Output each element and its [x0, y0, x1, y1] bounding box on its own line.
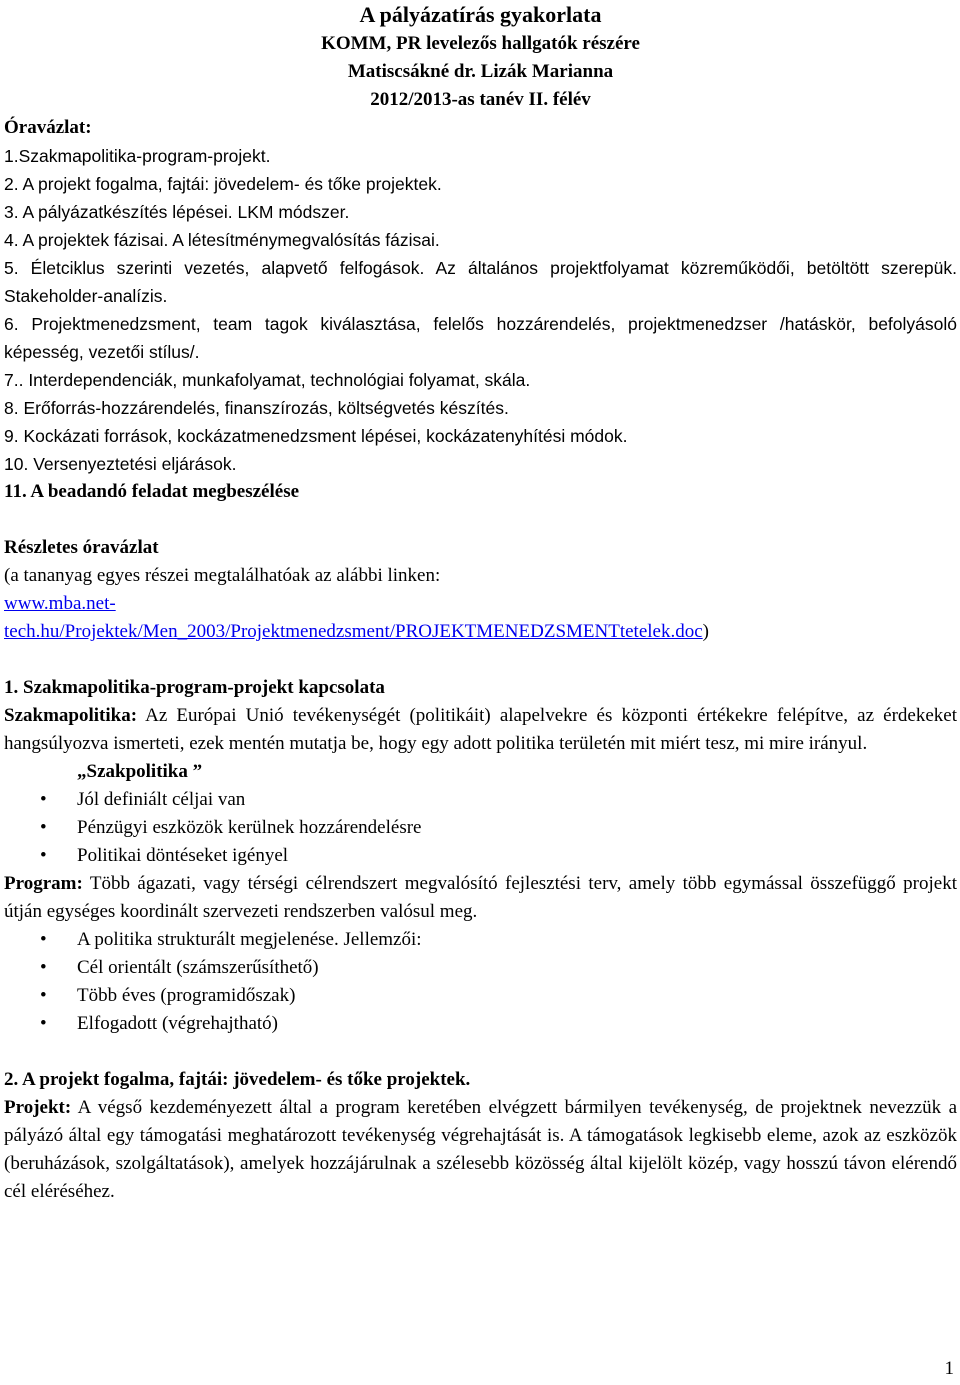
link-line-1 [4, 590, 957, 618]
szakpolitika-title: „Szakpolitika ” [77, 761, 203, 782]
program-list [4, 926, 957, 1038]
link-line-2 [4, 618, 957, 646]
list-item: • Politikai döntéseket igényel [4, 842, 957, 870]
detailed-heading: Részletes óravázlat [4, 537, 159, 558]
outline-item: 9. Kockázati források, kockázatmenedzsment lépései, kockázatenyhítési módok. [4, 426, 628, 446]
outline-item: 6. Projektmenedzsment, team tagok kiválasztása, felelős hozzárendelés, projektmenedzser /hatáskör, befolyásoló képesség, vezetői stílus/. [4, 314, 957, 362]
term-label: Program: [4, 873, 83, 894]
outline-item: 1.Szakmapolitika-program-projekt. [4, 146, 271, 166]
term-label: Projekt: [4, 1097, 72, 1118]
detailed-outline [4, 534, 957, 646]
list-item: • Több éves (programidőszak) [4, 982, 957, 1010]
section-2 [4, 1066, 957, 1206]
outline-item: 10. Versenyeztetési eljárások. [4, 454, 237, 474]
detailed-intro: (a tananyag egyes részei megtalálhatóak az alábbi linken: [4, 565, 441, 586]
outline-item: 7.. Interdependenciák, munkafolyamat, technológiai folyamat, skála. [4, 370, 531, 390]
document-page [4, 0, 957, 1206]
section-heading: 1. Szakmapolitika-program-projekt kapcsolata [4, 677, 385, 698]
szakpolitika-list [4, 786, 957, 870]
course-line: KOMM, PR levelezős hallgatók részére [321, 33, 640, 54]
outline-item: 3. A pályázatkészítés lépései. LKM módszer. [4, 202, 350, 222]
list-item: • Pénzügyi eszközök kerülnek hozzárendelésre [4, 814, 957, 842]
outline-item: 2. A projekt fogalma, fajtái: jövedelem- és tőke projektek. [4, 174, 442, 194]
term-definition: Több ágazati, vagy térségi célrendszert megvalósító fejlesztési terv, amely több egymással összefüggő projekt útján egységes koordinált szervezeti rendszerben valósul meg. [4, 873, 957, 922]
term-definition: A végső kezdeményezett által a program keretében elvégzett bármilyen tevékenység, de projektnek nevezzük a pályázó által egy támogatási meghatározott tevékenység végrehajtását is. A támogatások legkisebb eleme, azok az eszközök (beruházások, szolgáltatások), amelyek hozzájárulnak a szélesebb közösség által kijelölt közép, vagy hosszú távon elérendő cél eléréséhez. [4, 1097, 957, 1202]
list-item: • Elfogadott (végrehajtható) [4, 1010, 957, 1038]
szakmapolitika-paragraph [4, 702, 957, 758]
outline-heading: Óravázlat: [4, 117, 92, 138]
semester-line: 2012/2013-as tanév II. félév [370, 89, 591, 110]
list-item: • Cél orientált (számszerűsíthető) [4, 954, 957, 982]
section-1 [4, 674, 957, 1038]
list-item: • Jól definiált céljai van [4, 786, 957, 814]
outline-item: 4. A projektek fázisai. A létesítménymegvalósítás fázisai. [4, 230, 440, 250]
projekt-paragraph [4, 1094, 957, 1206]
outline-section [4, 114, 957, 506]
link-close-paren: ) [702, 621, 709, 642]
list-item: • A politika strukturált megjelenése. Jellemzői: [4, 926, 957, 954]
outline-item: 5. Életciklus szerinti vezetés, alapvető felfogások. Az általános projektfolyamat közreműködői, betöltött szerepük. Stakeholder-analízis. [4, 258, 957, 306]
term-definition: Az Európai Unió tevékenységét (politikáit) alapelvekre és központi értékekre felépítve, az érdekeket hangsúlyozva ismerteti, ezek mentén mutatja be, hogy egy adott politika területén mit miért tesz, mi mire irányul. [4, 705, 957, 754]
term-label: Szakmapolitika: [4, 705, 138, 726]
author-line: Matiscsákné dr. Lizák Marianna [347, 61, 614, 82]
course-link[interactable]: www.mba.net- [4, 593, 116, 614]
document-header [4, 0, 957, 114]
section-heading: 2. A projekt fogalma, fajtái: jövedelem- és tőke projektek. [4, 1069, 471, 1090]
document-title: A pályázatírás gyakorlata [359, 2, 602, 27]
page-number: 1 [944, 1358, 954, 1379]
program-paragraph [4, 870, 957, 926]
course-link-continued[interactable]: tech.hu/Projektek/Men_2003/Projektmenedzsment/PROJEKTMENEDZSMENTtetelek.doc [4, 621, 703, 642]
outline-item: 11. A beadandó feladat megbeszélése [4, 481, 300, 502]
outline-item: 8. Erőforrás-hozzárendelés, finanszírozás, költségvetés készítés. [4, 398, 509, 418]
